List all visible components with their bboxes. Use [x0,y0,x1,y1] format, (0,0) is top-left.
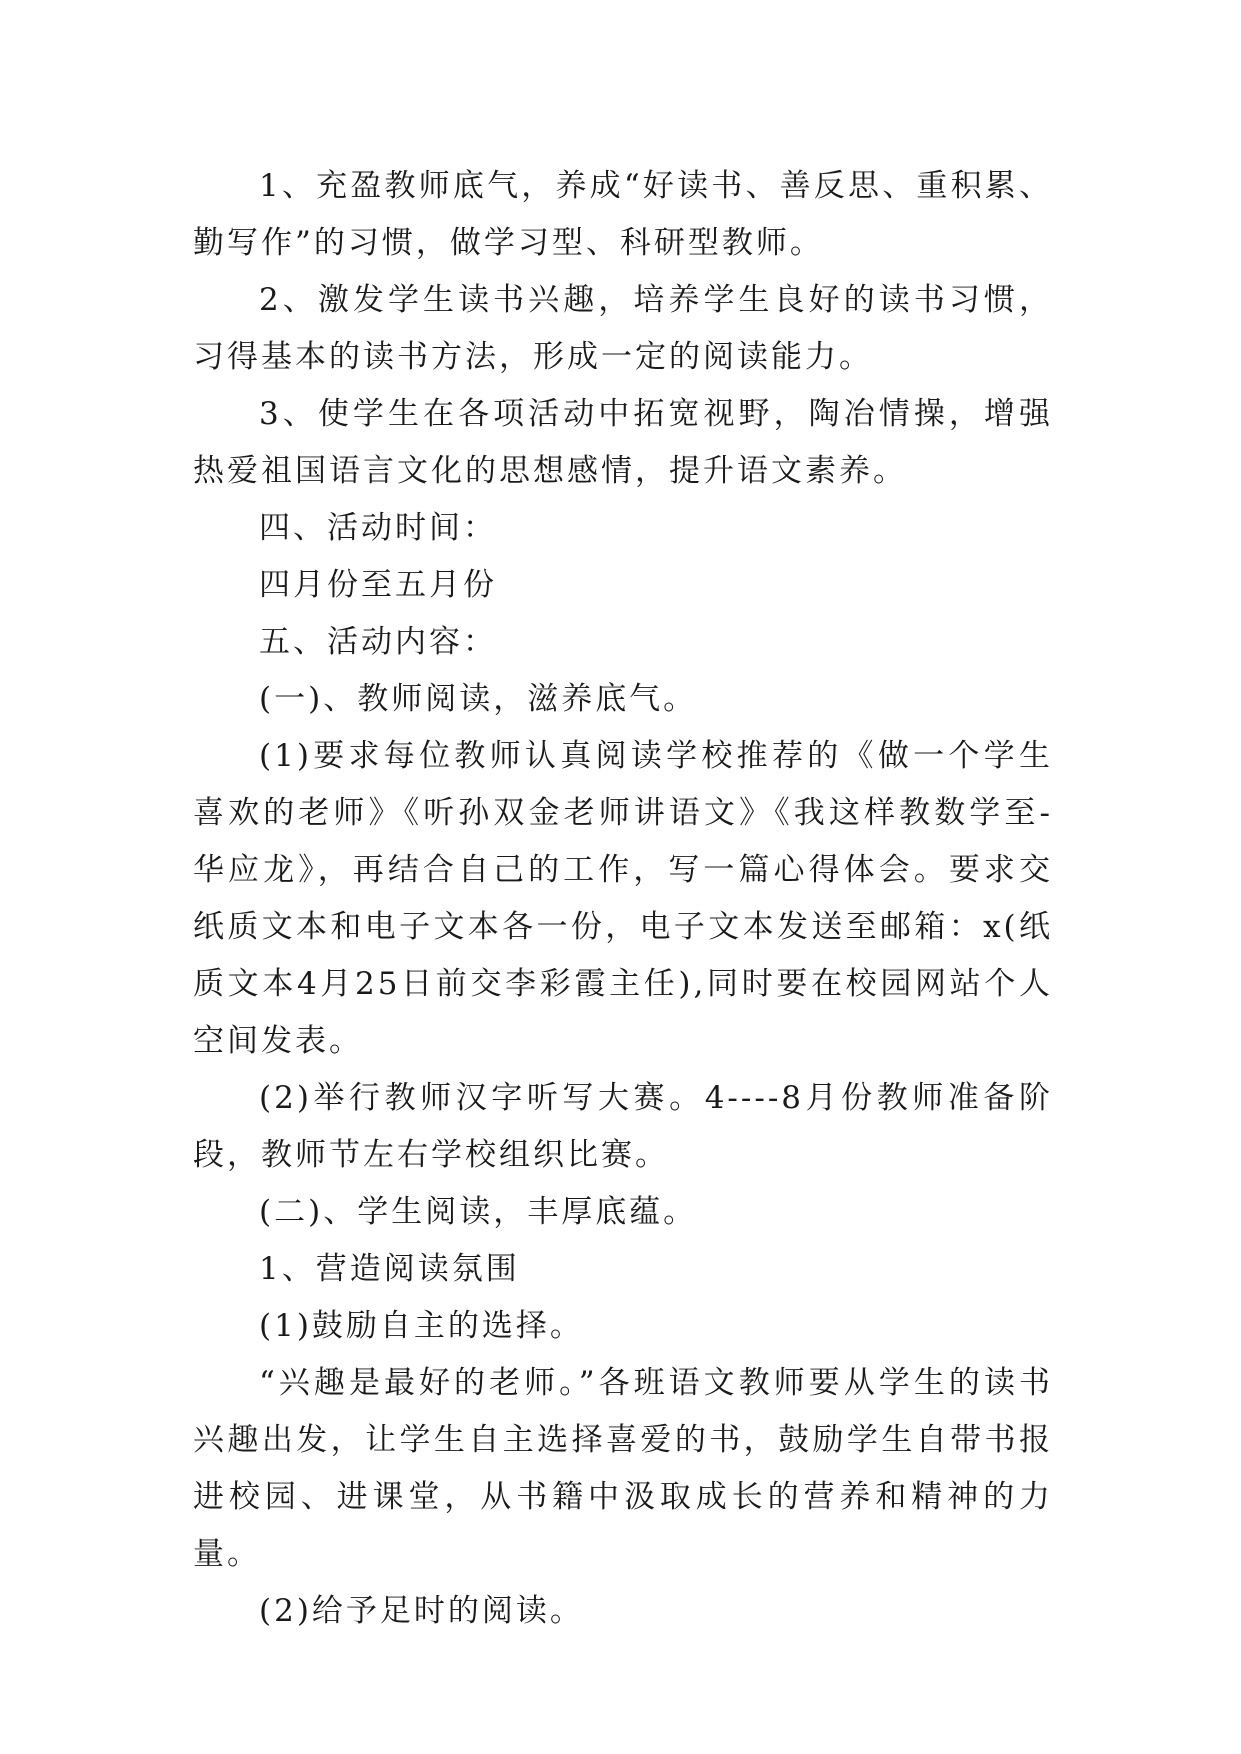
heading-activity-time: 四、活动时间： [259,510,497,546]
item-encourage-choice: (1)鼓励自主的选择。 [259,1308,584,1344]
document-body [193,158,1053,1640]
heading-activity-content: 五、活动内容： [259,624,497,660]
item-sufficient-time: (2)给予足时的阅读。 [259,1593,584,1629]
paragraph-activity-period: 四月份至五月份 [259,567,497,603]
subheading-teacher-reading: (一)、教师阅读，滋养底气。 [259,681,698,717]
paragraph-goal-3: 3、使学生在各项活动中拓宽视野，陶冶情操，增强热爱祖国语言文化的思想感情，提升语文素养。 [193,396,1053,489]
subheading-student-reading: (二)、学生阅读，丰厚底蕴。 [259,1194,698,1230]
paragraph-teacher-reading-requirement: (1)要求每位教师认真阅读学校推荐的《做一个学生喜欢的老师》《听孙双金老师讲语文》《我这样教数学至-华应龙》，再结合自己的工作，写一篇心得体会。要求交纸质文本和电子文本各一份，电子文本发送至邮箱：x(纸质文本4月25日前交李彩霞主任),同时要在校园网站个人空间发表。 [193,738,1053,1059]
subheading-reading-atmosphere: 1、营造阅读氛围 [259,1251,520,1287]
paragraph-interest-teacher: “兴趣是最好的老师。”各班语文教师要从学生的读书兴趣出发，让学生自主选择喜爱的书，鼓励学生自带书报进校园、进课堂，从书籍中汲取成长的营养和精神的力量。 [193,1365,1053,1572]
paragraph-goal-1: 1、充盈教师底气，养成“好读书、善反思、重积累、勤写作”的习惯，做学习型、科研型教师。 [193,168,1053,261]
paragraph-goal-2: 2、激发学生读书兴趣，培养学生良好的读书习惯，习得基本的读书方法，形成一定的阅读能力。 [193,282,1053,375]
paragraph-dictation-contest: (2)举行教师汉字听写大赛。4----8月份教师准备阶段，教师节左右学校组织比赛。 [193,1080,1053,1173]
